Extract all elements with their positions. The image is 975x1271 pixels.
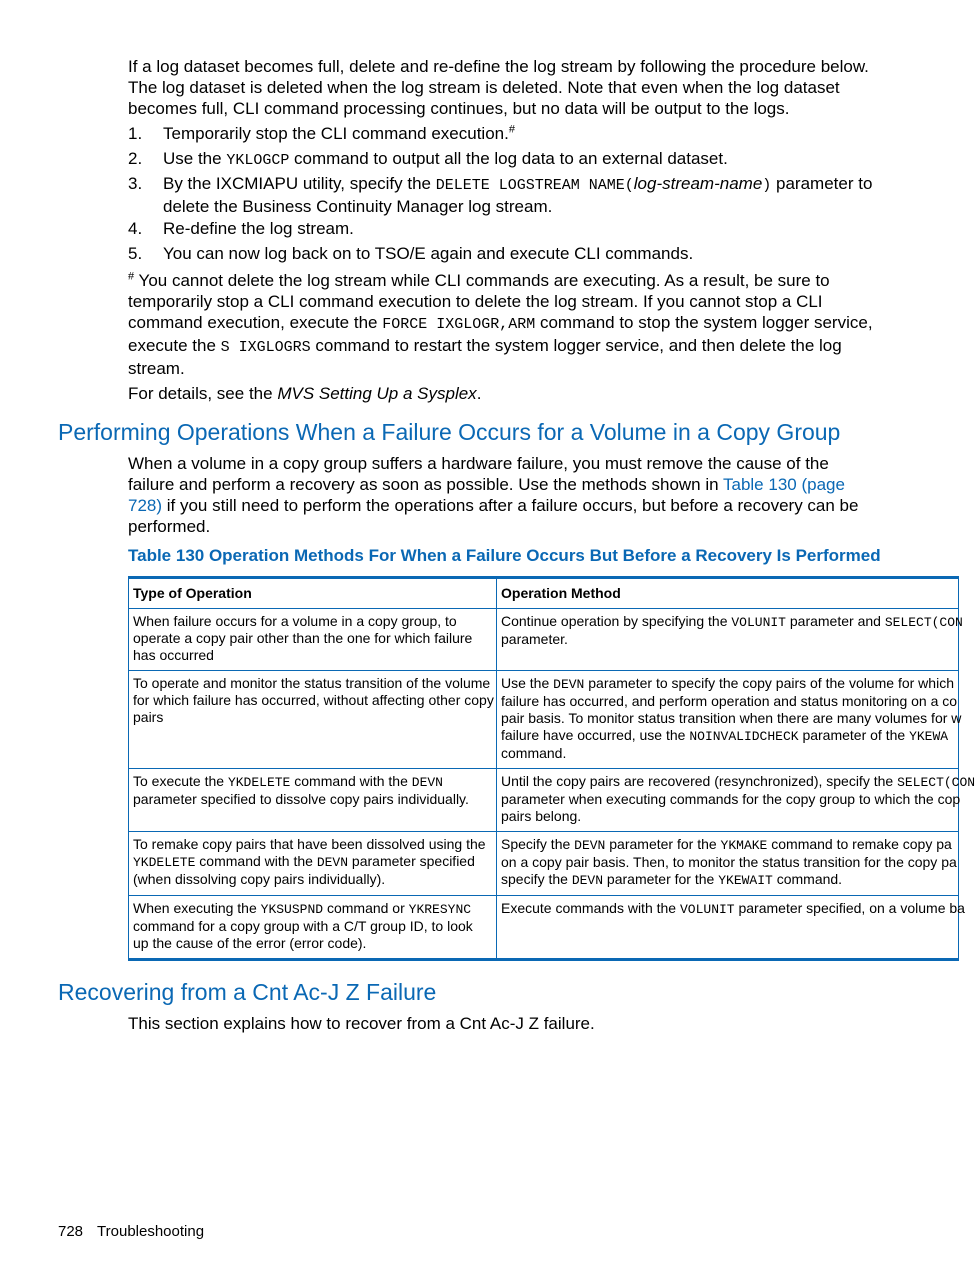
table-row: [129, 609, 959, 671]
intro-paragraph: If a log dataset becomes full, delete and re-define the log stream by following the procedure below. The log dataset is deleted when the log stream is deleted. Note that even when the log dataset becomes full, CLI command processing continues, but no data will be output to the logs.: [128, 57, 869, 118]
section-heading-cnt-acj-z-failure: Recovering from a Cnt Ac-J Z Failure: [58, 979, 437, 1005]
table-row: [129, 769, 959, 832]
table-row: [129, 832, 959, 896]
details-reference: For details, see the MVS Setting Up a Sysplex.: [128, 384, 482, 403]
operation-method-cell: Specify the DEVN parameter for the YKMAKE command to remake copy pa on a copy pair basis. Then, to monitor the status transition for the copy pa specify the DEVN parameter for the YKEWAIT command.: [497, 832, 959, 896]
operation-method-cell: Until the copy pairs are recovered (resynchronized), specify the SELECT(CON parameter when executing commands for the copy group to which the cop pairs belong.: [497, 769, 959, 832]
footnote-text: # You cannot delete the log stream while CLI commands are executing. As a result, be sure to temporarily stop a CLI command execution to delete the log stream. If you cannot stop a CLI command execution, execute the FORCE IXGLOGR,ARM command to stop the system logger service, execute the S IXGLOGRS command to restart the system logger service, and then delete the log stream.: [128, 270, 873, 378]
operation-method-cell: Continue operation by specifying the VOLUNIT parameter and SELECT(CON parameter.: [497, 609, 959, 671]
page-footer: [58, 1222, 218, 1241]
table-header-row: [129, 578, 959, 609]
table-130-link[interactable]: Table 130 (page 728): [128, 475, 845, 515]
footnote-mark: #: [508, 123, 515, 136]
type-of-operation-cell: To execute the YKDELETE command with the DEVN parameter specified to dissolve copy pairs individually.: [129, 769, 497, 832]
type-of-operation-cell: When executing the YKSUSPND command or YKRESYNC command for a copy group with a C/T group ID, to look up the cause of the error (error code).: [129, 896, 497, 960]
operation-methods-table: [128, 576, 975, 961]
type-of-operation-cell: To remake copy pairs that have been dissolved using the YKDELETE command with the DEVN parameter specified (when dissolving copy pairs individually).: [129, 832, 497, 896]
operation-method-cell: Execute commands with the VOLUNIT parameter specified, on a volume ba: [497, 896, 959, 960]
table-row: [129, 896, 959, 960]
column-header: Type of Operation: [129, 578, 497, 609]
type-of-operation-cell: When failure occurs for a volume in a copy group, to operate a copy pair other than the one for which failure has occurred: [129, 609, 497, 671]
table-caption: Table 130 Operation Methods For When a Failure Occurs But Before a Recovery Is Performed: [128, 546, 881, 565]
chapter-label: Troubleshooting: [97, 1223, 205, 1240]
column-header: Operation Method: [497, 578, 959, 609]
table-row: [129, 671, 959, 769]
page-number: 728: [58, 1223, 84, 1240]
section-heading-copy-group-failure: Performing Operations When a Failure Occurs for a Volume in a Copy Group: [58, 419, 841, 445]
section-2-paragraph: This section explains how to recover from a Cnt Ac-J Z failure.: [128, 1014, 595, 1033]
section-paragraph: When a volume in a copy group suffers a hardware failure, you must remove the cause of the failure and perform a recovery as soon as possible. Use the methods shown in Table 130 (page 728) if you still need to perform the operations after a failure occurs, but before a recovery can be performed.: [128, 454, 859, 536]
type-of-operation-cell: To operate and monitor the status transition of the volume for which failure has occurred, without affecting other copy pairs: [129, 671, 497, 769]
operation-method-cell: Use the DEVN parameter to specify the copy pairs of the volume for which failure has occurred, and perform operation and status monitoring on a co pair basis. To monitor status transition when there are many volumes for w failure have occurred, use the NOINVALIDCHECK parameter of the YKEWA command.: [497, 671, 959, 769]
